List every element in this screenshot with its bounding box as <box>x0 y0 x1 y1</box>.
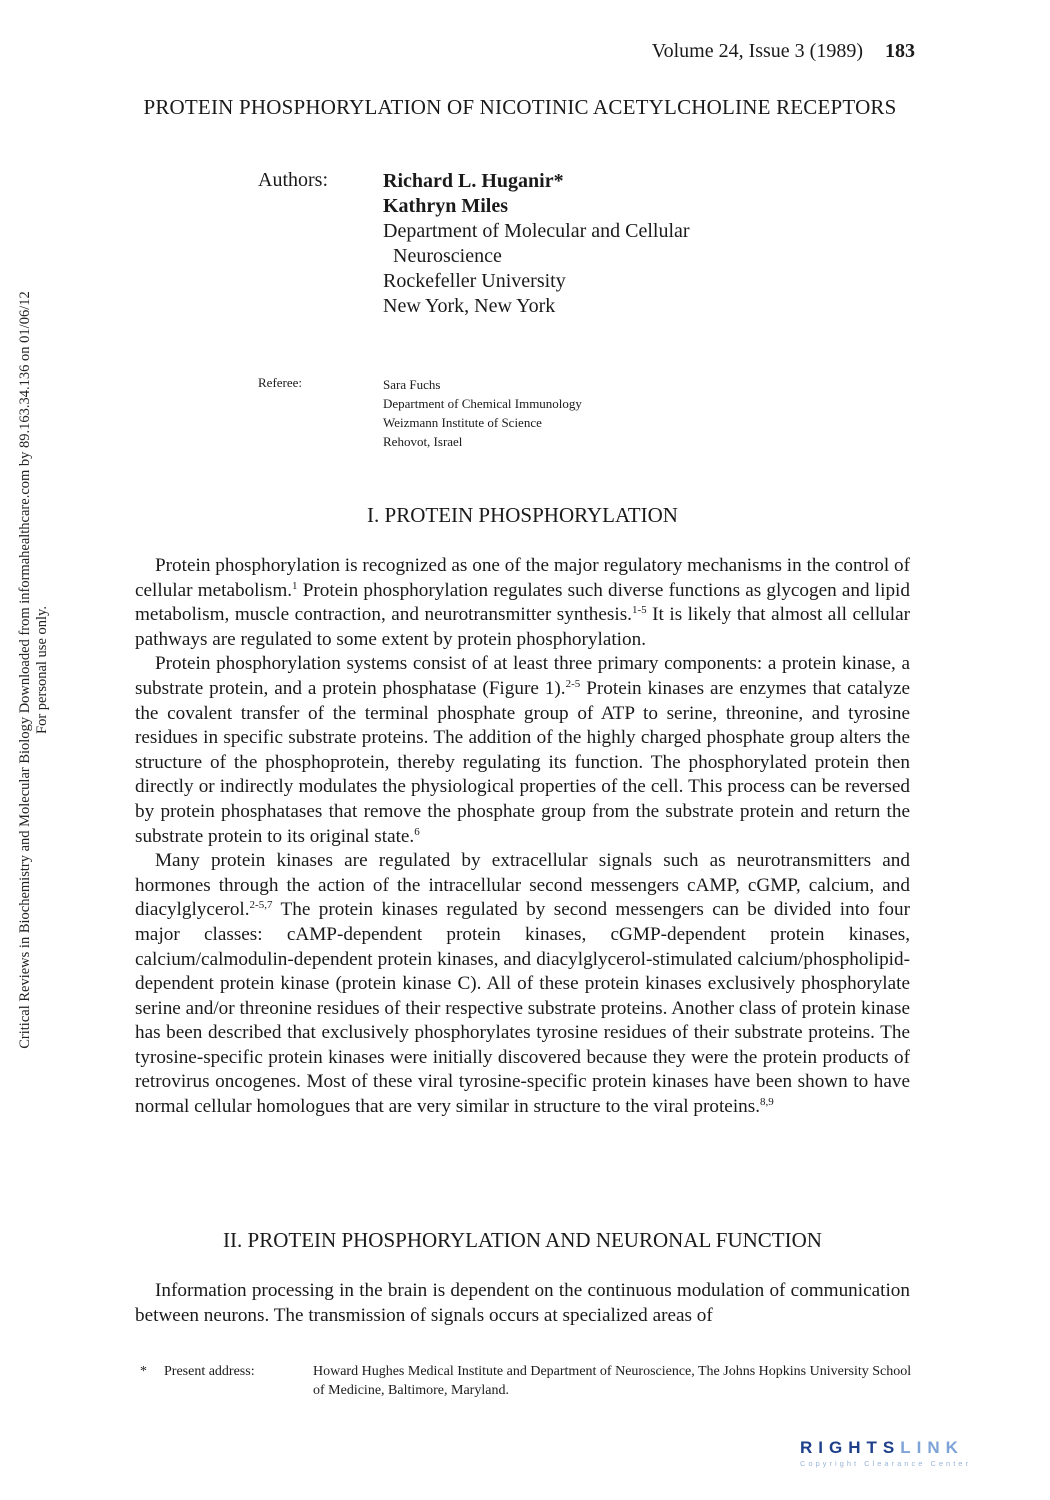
logo-part-rights: RIGHTS <box>800 1438 901 1457</box>
paragraph: Protein phosphorylation systems consist of at least three primary components: a protein kinase, a substrate protein, and a protein phosphatase (Figure 1).$^{2-5}$ Protein kinases are enzymes that catalyze the covalent transfer of the terminal phosphate group of ATP to serine, threonine, and tyrosine residues in specific substrate proteins. The addition of the highly charged phosphate group alters the structure of the phosphoprotein, thereby regulating its function. The phosphorylated protein then directly or indirectly modulates the physiological properties of the cell. This process can be reversed by protein phosphatases that remove the phosphate group from the substrate protein and return the substrate protein to its original state.$^6$ <box>135 653 911 847</box>
affiliation-line: Department of Molecular and Cellular <box>383 220 690 242</box>
authors-label: Authors: <box>258 169 328 191</box>
paragraph: Information processing in the brain is dependent on the continuous modulation of communication between neurons. The transmission of signals occurs at specialized areas of <box>135 1280 910 1326</box>
footnote-label: Present address: <box>164 1364 255 1379</box>
page-number: 183 <box>885 40 915 62</box>
referee-line: Sara Fuchs <box>383 377 441 392</box>
volume-issue: Volume 24, Issue 3 (1989) <box>651 40 863 62</box>
logo-part-link: LINK <box>900 1438 964 1457</box>
download-stamp-line: For personal use only. <box>34 606 50 734</box>
author-name: Richard L. Huganir* <box>383 170 564 192</box>
referee-block <box>383 375 582 451</box>
footnote-marker: * <box>140 1364 147 1379</box>
referee-label: Referee: <box>258 375 303 390</box>
logo-tagline: Copyright Clearance Center <box>800 1459 971 1468</box>
footnote-text: Howard Hughes Medical Institute and Department of Neuroscience, The Johns Hopkins University School of Medicine, Baltimore, Maryland. <box>313 1364 912 1398</box>
paragraph: Many protein kinases are regulated by extracellular signals such as neurotransmitters and hormones through the action of the intracellular second messengers cAMP, cGMP, calcium, and diacylglycerol.$^{2-5,7}$ The protein kinases regulated by second messengers can be divided into four major classes: cAMP-dependent protein kinases, cGMP-dependent protein kinases, calcium/calmodulin-dependent protein kinases, and diacylglycerol-stimulated calcium/phospholipid-dependent protein kinase (protein kinase C). All of these protein kinases exclusively phosphorylate serine and/or threonine residues of their respective substrate proteins. Another class of protein kinase has been described that exclusively phosphorylates tyrosine residues of their substrate proteins. The tyrosine-specific protein kinases were initially discovered because they were the protein products of retrovirus oncogenes. Most of these viral tyrosine-specific protein kinases have been shown to have normal cellular homologues that are very similar in structure to the viral proteins.$^{8,9}$ <box>135 850 910 1118</box>
referee-line: Weizmann Institute of Science <box>383 415 542 430</box>
affiliation-line: New York, New York <box>383 295 556 317</box>
section-heading: II. PROTEIN PHOSPHORYLATION AND NEURONAL FUNCTION <box>223 1228 822 1252</box>
referee-line: Department of Chemical Immunology <box>383 396 582 411</box>
download-stamp-line: Critical Reviews in Biochemistry and Molecular Biology Downloaded from informahealthcare.com by 89.163.34.136 on 01/06/12 <box>17 291 33 1049</box>
affiliation-line: Neuroscience <box>393 245 502 267</box>
download-stamp <box>17 230 51 1110</box>
section-body <box>135 1279 910 1328</box>
paragraph: Protein phosphorylation is recognized as one of the major regulatory mechanisms in the control of cellular metabolism.$^1$ Protein phosphorylation regulates such diverse functions as glycogen and lipid metabolism, muscle contraction, and neurotransmitter synthesis.$^{1-5}$ It is likely that almost all cellular pathways are regulated to some extent by protein phosphorylation. <box>135 555 911 650</box>
affiliation-line: Rockefeller University <box>383 270 566 292</box>
author-name: Kathryn Miles <box>383 195 508 217</box>
article-title: PROTEIN PHOSPHORYLATION OF NICOTINIC ACETYLCHOLINE RECEPTORS <box>143 95 897 119</box>
rightslink-logo[interactable] <box>800 1438 1030 1478</box>
section-heading: I. PROTEIN PHOSPHORYLATION <box>367 503 678 527</box>
running-head <box>652 40 915 63</box>
authors-block <box>383 169 690 319</box>
referee-line: Rehovot, Israel <box>383 434 463 449</box>
section-body <box>135 554 910 1120</box>
